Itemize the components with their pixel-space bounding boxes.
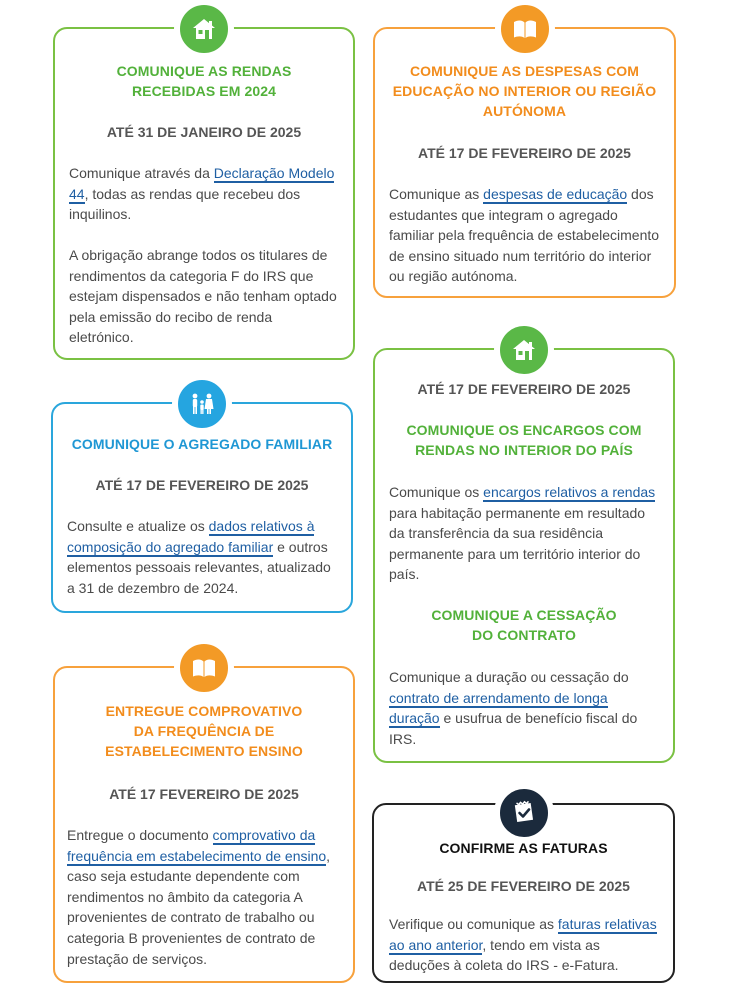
card-title: COMUNIQUE AS RENDAS RECEBIDAS EM 2024 [116, 63, 292, 99]
despesas-educacao-link[interactable]: despesas de educação [483, 186, 628, 202]
card-description: Comunique os encargos relativos a rendas para habitação permanente em resultado da transferência da sua residência permanente para um território interior do país. [389, 484, 656, 583]
card-title: COMUNIQUE OS ENCARGOS COM RENDAS NO INTERIOR DO PAÍS [406, 422, 642, 458]
card-title: COMUNIQUE O AGREGADO FAMILIAR [71, 436, 333, 452]
deadline: ATÉ 17 DE FEVEREIRO DE 2025 [417, 381, 631, 397]
card-despesas-educacao [373, 27, 676, 298]
card-description-2: A obrigação abrange todos os titulares de rendimentos da categoria F do IRS que estejam dispensados e não tenham optado pela emissão do recibo de renda eletrónico. [69, 247, 337, 346]
family-icon [172, 374, 232, 434]
comprovativo-frequencia-link[interactable]: comprovativo da frequência em estabelecimento de ensino [67, 827, 327, 864]
invoice-check-icon [494, 783, 554, 843]
card-description-2: Comunique a duração ou cessação do contrato de arrendamento de longa duração e usufrua de benefício fiscal do IRS. [389, 669, 638, 747]
card-description: Comunique as despesas de educação dos estudantes que integram o agregado familiar pela frequência de estabelecimento de ensino situado num território do interior ou região autónoma. [389, 186, 660, 285]
house-icon [174, 0, 234, 59]
card-title: ENTREGUE COMPROVATIVO DA FREQUÊNCIA DE ESTABELECIMENTO ENSINO [105, 703, 303, 759]
deadline: ATÉ 25 DE FEVEREIRO DE 2025 [417, 878, 630, 894]
card-subtitle: COMUNIQUE A CESSAÇÃO DO CONTRATO [431, 607, 617, 643]
card-description: Verifique ou comunique as faturas relativas ao ano anterior, tendo em vista as deduções à coleta do IRS - e-Fatura. [389, 916, 657, 974]
deadline: ATÉ 17 FEVEREIRO DE 2025 [109, 786, 299, 802]
card-description: Consulte e atualize os dados relativos à composição do agregado familiar e outros elementos pessoais relevantes, atualizado a 31 de dezembro de 2024. [67, 518, 331, 596]
card-comunique-rendas [53, 27, 355, 360]
card-agregado-familiar [51, 402, 353, 613]
encargos-rendas-link[interactable]: encargos relativos a rendas [483, 484, 656, 500]
card-description: Comunique através da Declaração Modelo 44, todas as rendas que recebeu dos inquilinos. [69, 165, 335, 223]
card-comprovativo [53, 666, 355, 983]
card-faturas [372, 803, 675, 983]
deadline: ATÉ 31 DE JANEIRO DE 2025 [106, 124, 302, 140]
open-book-icon [495, 0, 555, 59]
dados-agregado-familiar-link[interactable]: dados relativos à composição do agregado familiar [67, 518, 315, 555]
card-title: CONFIRME AS FATURAS [439, 840, 608, 856]
card-encargos-rendas [373, 348, 675, 763]
deadline: ATÉ 17 DE FEVEREIRO DE 2025 [418, 145, 631, 161]
declaracao-modelo-44-link[interactable]: Declaração Modelo 44 [69, 165, 335, 202]
deadline: ATÉ 17 DE FEVEREIRO DE 2025 [95, 477, 309, 493]
open-book-icon [174, 638, 234, 698]
card-title: COMUNIQUE AS DESPESAS COM EDUCAÇÃO NO INTERIOR OU REGIÃO AUTÓNOMA [392, 63, 657, 119]
card-description: Entregue o documento comprovativo da frequência em estabelecimento de ensino, caso seja estudante dependente com rendimentos no âmbito da categoria A provenientes de contrato de trabalho ou categoria B provenientes de contrato de prestação de serviços. [67, 827, 331, 967]
house-icon [494, 320, 554, 380]
contrato-arrendamento-link[interactable]: contrato de arrendamento de longa duração [389, 689, 608, 727]
faturas-ano-anterior-link[interactable]: faturas relativas ao ano anterior [389, 916, 657, 953]
